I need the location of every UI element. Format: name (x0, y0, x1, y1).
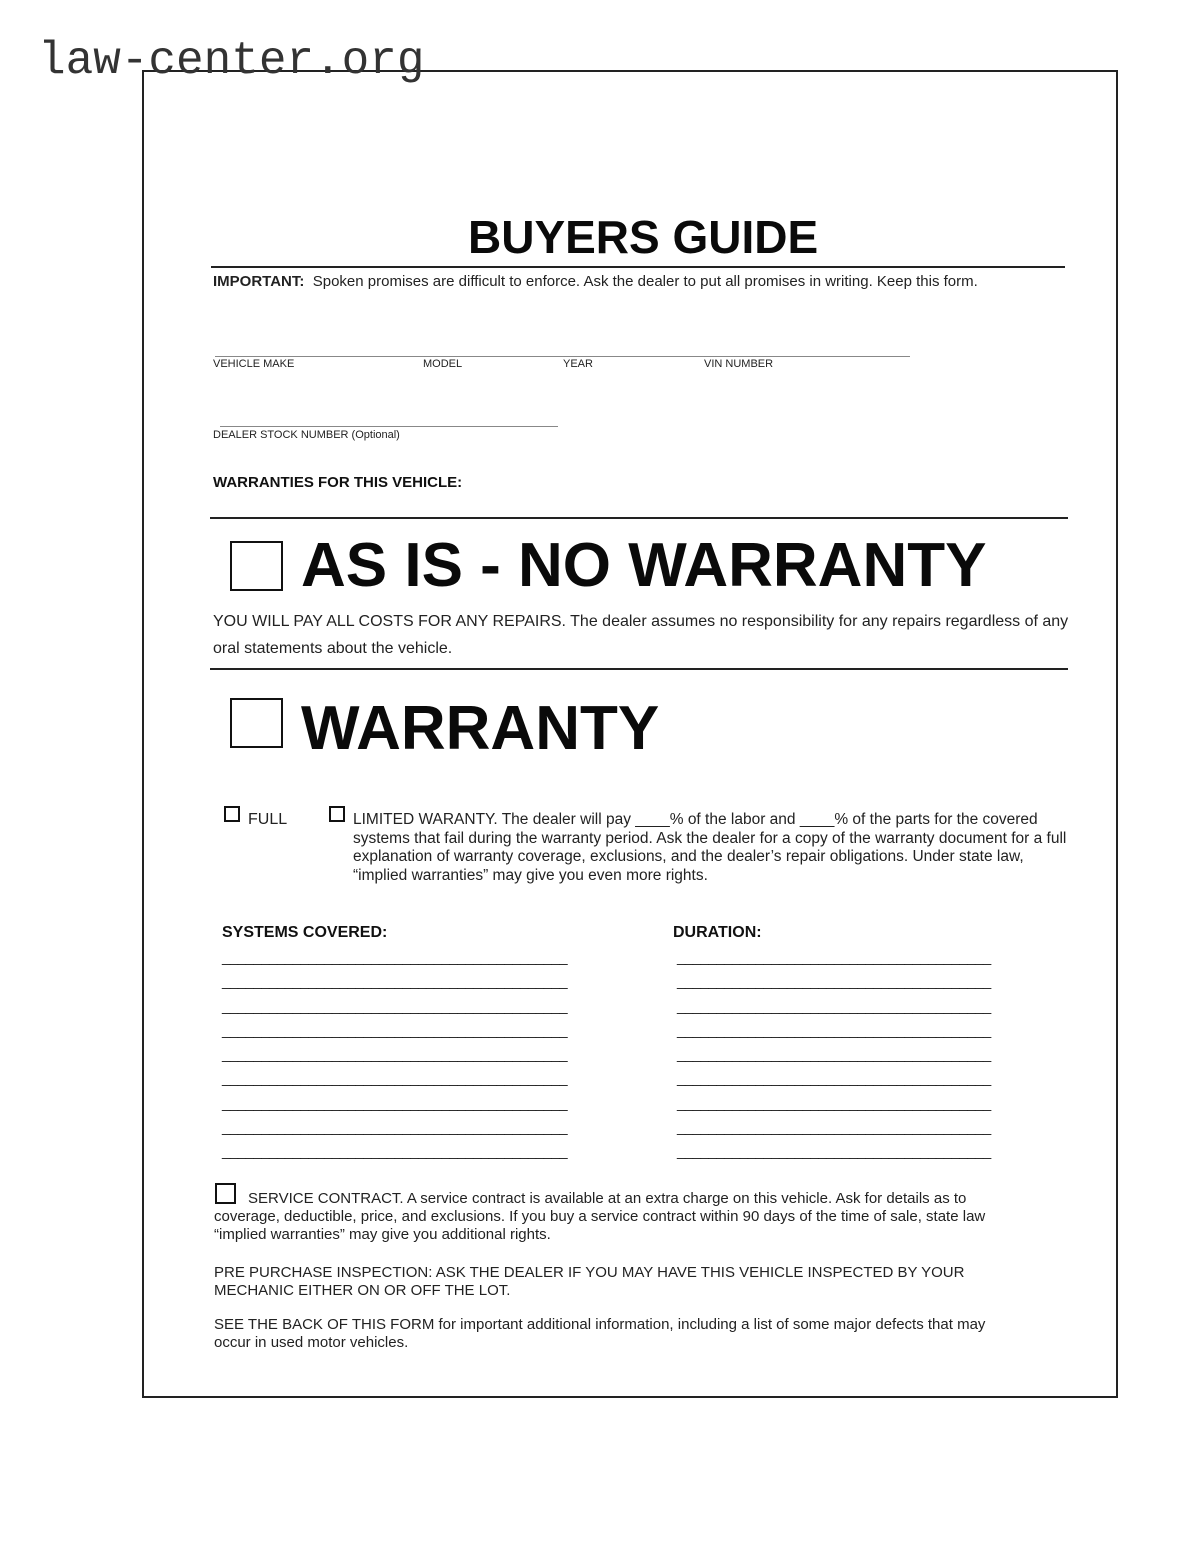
full-warranty-label: FULL (248, 811, 288, 828)
as-is-checkbox[interactable] (230, 541, 283, 591)
systems-covered-line[interactable]: ____________________________________________ (222, 973, 568, 991)
warranty-heading: WARRANTY (301, 694, 660, 763)
important-notice (213, 273, 978, 290)
systems-covered-line[interactable]: ____________________________________________ (222, 1119, 568, 1137)
systems-covered-line[interactable]: ____________________________________________ (222, 1046, 568, 1064)
stock-number-label: DEALER STOCK NUMBER (Optional) (213, 429, 400, 441)
full-warranty-checkbox[interactable] (224, 806, 240, 822)
vehicle-info-line[interactable] (215, 356, 910, 357)
duration-line[interactable]: ________________________________________ (677, 1021, 991, 1039)
duration-line[interactable]: ________________________________________ (677, 973, 991, 991)
as-is-text: YOU WILL PAY ALL COSTS FOR ANY REPAIRS. The dealer assumes no responsibility for any repairs regardless of any oral statements about the vehicle. (213, 613, 1069, 657)
warranty-top-rule (210, 668, 1068, 670)
year-label: YEAR (563, 358, 593, 370)
as-is-top-rule (210, 517, 1068, 519)
duration-line[interactable]: ________________________________________ (677, 949, 991, 966)
duration-line[interactable]: ________________________________________ (677, 1070, 991, 1088)
model-label: MODEL (423, 358, 463, 370)
duration-line[interactable]: ________________________________________ (677, 997, 991, 1015)
service-contract-body: SERVICE CONTRACT. A service contract is available at an extra charge on this vehicle. Ask for details as to coverage, deductible, price, and exclusions. If you buy a service contract within 90 days of the time of sale, state law “implied warranties” may give you additional rights. (214, 1190, 986, 1243)
pre-purchase-text: PRE PURCHASE INSPECTION: ASK THE DEALER IF YOU MAY HAVE THIS VEHICLE INSPECTED BY YOUR MECHANIC EITHER ON OR OFF THE LOT. (214, 1264, 965, 1299)
vin-label: VIN NUMBER (704, 358, 774, 370)
important-label: IMPORTANT: (213, 273, 305, 290)
form-title: BUYERS GUIDE (468, 211, 819, 263)
duration-line[interactable]: ________________________________________ (677, 1046, 991, 1064)
as-is-heading: AS IS - NO WARRANTY (301, 531, 987, 600)
stock-number-line[interactable] (220, 426, 558, 427)
duration-line[interactable]: ________________________________________ (677, 1143, 991, 1161)
systems-covered-label: SYSTEMS COVERED: (222, 924, 388, 941)
duration-line[interactable]: ________________________________________ (677, 1094, 991, 1112)
systems-covered-lines[interactable] (222, 946, 567, 1165)
see-back-text: SEE THE BACK OF THIS FORM for important additional information, including a list of some major defects that may occur in used motor vehicles. (214, 1316, 986, 1351)
systems-covered-line[interactable]: ____________________________________________ (222, 997, 568, 1015)
duration-line[interactable]: ________________________________________ (677, 1119, 991, 1137)
important-text: Spoken promises are difficult to enforce. Ask the dealer to put all promises in writing. Keep this form. (312, 273, 978, 290)
limited-warranty-text: LIMITED WARANTY. The dealer will pay ____% of the labor and ____% of the parts for the covered systems that fail during the warranty period. Ask the dealer for a copy of the warranty document for a full explanation of warranty coverage, exclusions, and the dealer’s repair obligations. Under state law, “implied warranties” may give you even more rights. (353, 811, 1067, 884)
systems-covered-line[interactable]: ____________________________________________ (222, 1070, 568, 1088)
warranties-label: WARRANTIES FOR THIS VEHICLE: (213, 474, 463, 491)
duration-lines[interactable] (677, 946, 991, 1165)
systems-covered-line[interactable]: ____________________________________________ (222, 949, 568, 966)
systems-covered-line[interactable]: ____________________________________________ (222, 1143, 568, 1161)
watermark: law-center.org (38, 35, 425, 87)
vehicle-make-label: VEHICLE MAKE (213, 358, 295, 370)
title-rule (211, 266, 1065, 268)
systems-covered-line[interactable]: ____________________________________________ (222, 1021, 568, 1039)
systems-covered-line[interactable]: ____________________________________________ (222, 1094, 568, 1112)
warranty-checkbox[interactable] (230, 698, 283, 748)
service-contract-text (214, 1190, 1034, 1244)
limited-warranty-checkbox[interactable] (329, 806, 345, 822)
duration-label: DURATION: (673, 924, 762, 941)
